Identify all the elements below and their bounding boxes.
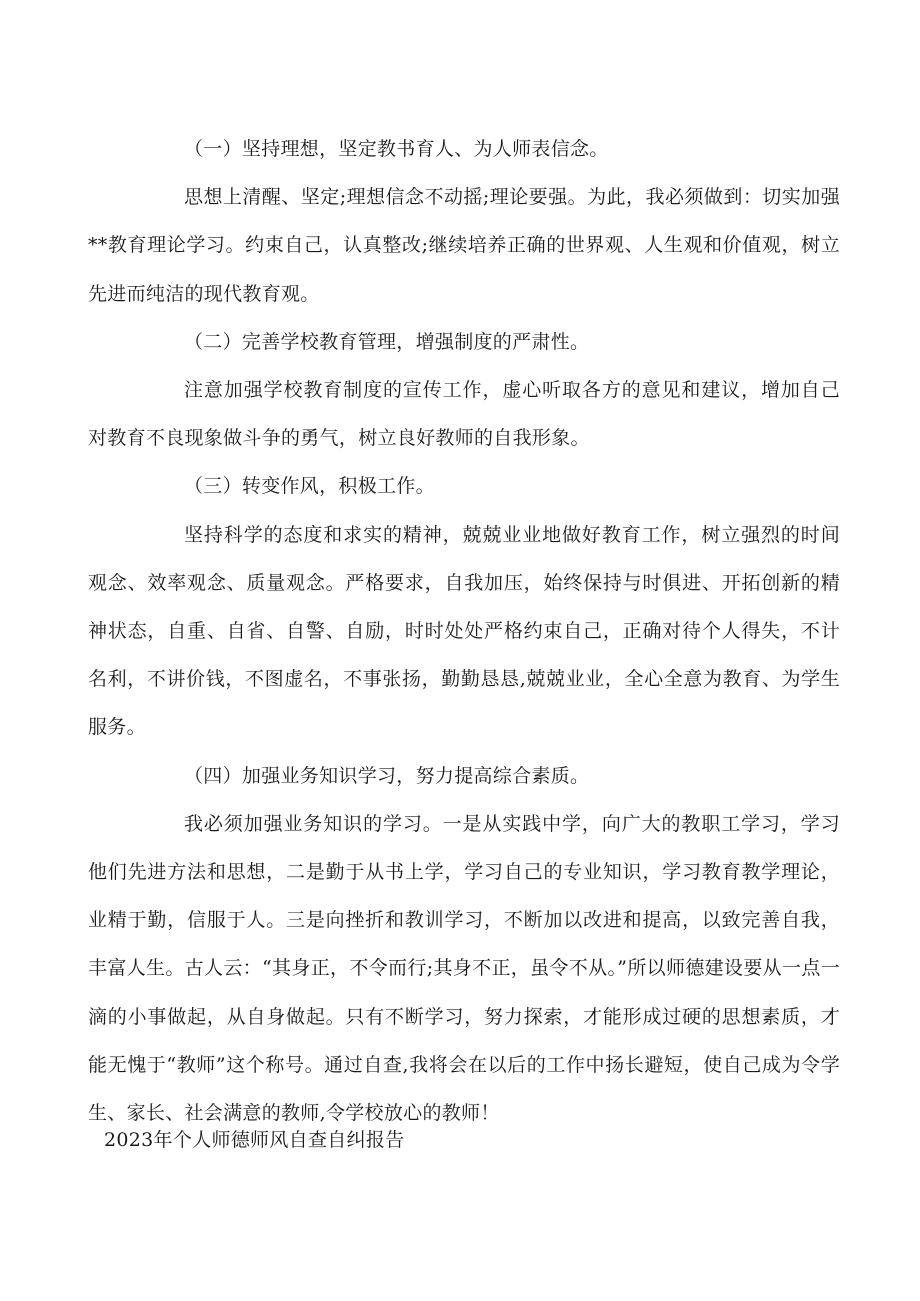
section-heading-2: （二）完善学校教育管理，增强制度的严肃性。 bbox=[184, 330, 590, 353]
section-heading-1: （一）坚持理想，坚定教书育人、为人师表信念。 bbox=[184, 138, 609, 160]
document-body bbox=[88, 125, 840, 1137]
section-heading-3: （三）转变作风，积极工作。 bbox=[184, 475, 435, 498]
section-body-1: 思想上清醒、坚定;理想信念不动摇;理论要强。为此，我必须做到：切实加强**教育理论学习。约束自己，认真整改;继续培养正确的世界观、人生观和价值观，树立先进而纯洁的现代教育观。 bbox=[88, 186, 840, 305]
section-body-3: 坚持科学的态度和求实的精神，兢兢业业地做好教育工作，树立强烈的时间观念、效率观念、质量观念。严格要求，自我加压，始终保持与时俱进、开拓创新的精神状态，自重、自省、自警、自励，时时处处严格约束自己，正确对待个人得失，不计名利，不讲价钱，不图虚名，不事张扬，勤勤恳恳,兢兢业业，全心全意为教育、为学生服务。 bbox=[88, 523, 840, 739]
report-title: 2023年个人师德师风自查自纠报告 bbox=[104, 1129, 405, 1151]
section-body-4: 我必须加强业务知识的学习。一是从实践中学，向广大的教职工学习，学习他们先进方法和思想，二是勤于从书上学，学习自己的专业知识，学习教育教学理论，业精于勤，信服于人。三是向挫折和教训学习，不断加以改进和提高，以致完善自我，丰富人生。古人云：“其身正，不令而行;其身不正，虽令不从。”所以师德建设要从一点一滴的小事做起，从自身做起。只有不断学习，努力探索，才能形成过硬的思想素质，才能无愧于“教师”这个称号。通过自查,我将会在以后的工作中扬长避短，使自己成为令学生、家长、社会满意的教师,令学校放心的教师！ bbox=[88, 812, 840, 1125]
section-body-2: 注意加强学校教育制度的宣传工作，虚心听取各方的意见和建议，增加自己对教育不良现象做斗争的勇气，树立良好教师的自我形象。 bbox=[88, 379, 840, 450]
section-heading-4: （四）加强业务知识学习，努力提高综合素质。 bbox=[184, 764, 590, 787]
